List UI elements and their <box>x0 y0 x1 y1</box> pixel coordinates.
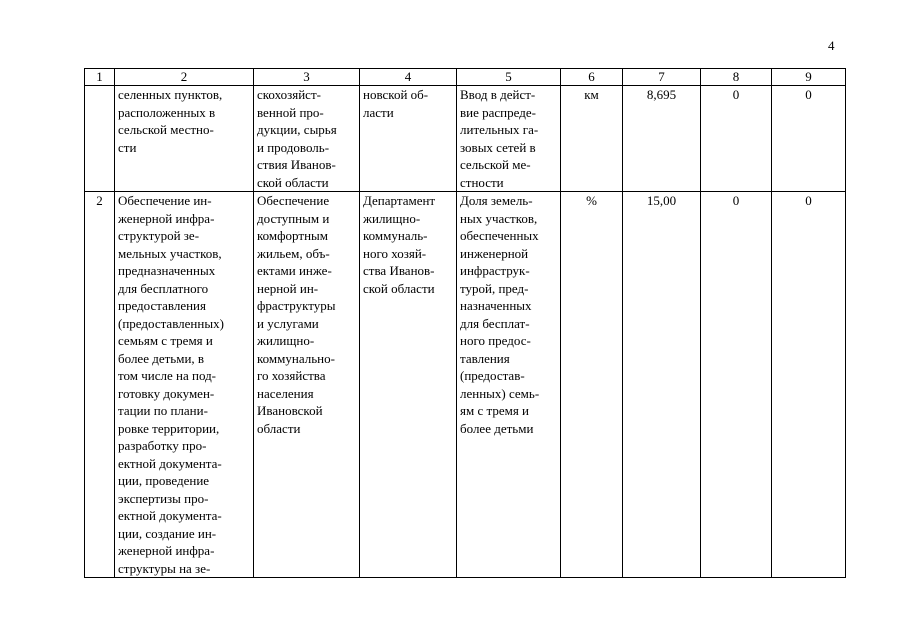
data-table <box>84 68 846 578</box>
cell-value-7: 8,695 <box>623 86 701 192</box>
header-col-9: 9 <box>772 69 846 86</box>
header-col-5: 5 <box>457 69 561 86</box>
cell-unit: км <box>561 86 623 192</box>
cell-program-goal: Обеспечение доступным и комфортным жильем, объ- ектами инже- нерной ин- фраструктуры и услугами жилищно- коммунально- го хозяйства населения Ивановской области <box>254 192 360 578</box>
header-col-2: 2 <box>115 69 254 86</box>
cell-indicator: Ввод в дейст- вие распреде- лительных га- зовых сетей в сельской ме- стности <box>457 86 561 192</box>
cell-responsible-body: Департамент жилищно- коммуналь- ного хозяй- ства Иванов- ской области <box>360 192 457 578</box>
cell-value-8: 0 <box>701 192 772 578</box>
cell-indicator: Доля земель- ных участков, обеспеченных инженерной инфраструк- турой, пред- назначенных для бесплат- ного предос- тавления (предостав- ленных) семь- ям с тремя и более детьми <box>457 192 561 578</box>
header-col-7: 7 <box>623 69 701 86</box>
page-number: 4 <box>828 38 835 53</box>
table-row <box>85 86 846 192</box>
cell-row-number <box>85 86 115 192</box>
header-col-6: 6 <box>561 69 623 86</box>
table-row <box>85 192 846 578</box>
cell-row-number: 2 <box>85 192 115 578</box>
cell-responsible-body: новской об- ласти <box>360 86 457 192</box>
cell-program-goal: скохозяйст- венной про- дукции, сырья и продоволь- ствия Иванов- ской области <box>254 86 360 192</box>
header-col-4: 4 <box>360 69 457 86</box>
cell-value-9: 0 <box>772 192 846 578</box>
cell-unit: % <box>561 192 623 578</box>
cell-value-9: 0 <box>772 86 846 192</box>
cell-value-7: 15,00 <box>623 192 701 578</box>
cell-activity-name: селенных пунктов, расположенных в сельской местно- сти <box>115 86 254 192</box>
cell-value-8: 0 <box>701 86 772 192</box>
cell-activity-name: Обеспечение ин- женерной инфра- структурой зе- мельных участков, предназначенных для бесплатного предоставления (предоставленных) семьям с тремя и более детьми, в том числе на под- готовку докумен- тации по плани- ровке территории, разработку про- ектной документа- ции, проведение экспертизы про- ектной документа- ции, создание ин- женерной инфра- структуры на зе- <box>115 192 254 578</box>
header-col-3: 3 <box>254 69 360 86</box>
header-col-1: 1 <box>85 69 115 86</box>
header-row <box>85 69 846 86</box>
header-col-8: 8 <box>701 69 772 86</box>
